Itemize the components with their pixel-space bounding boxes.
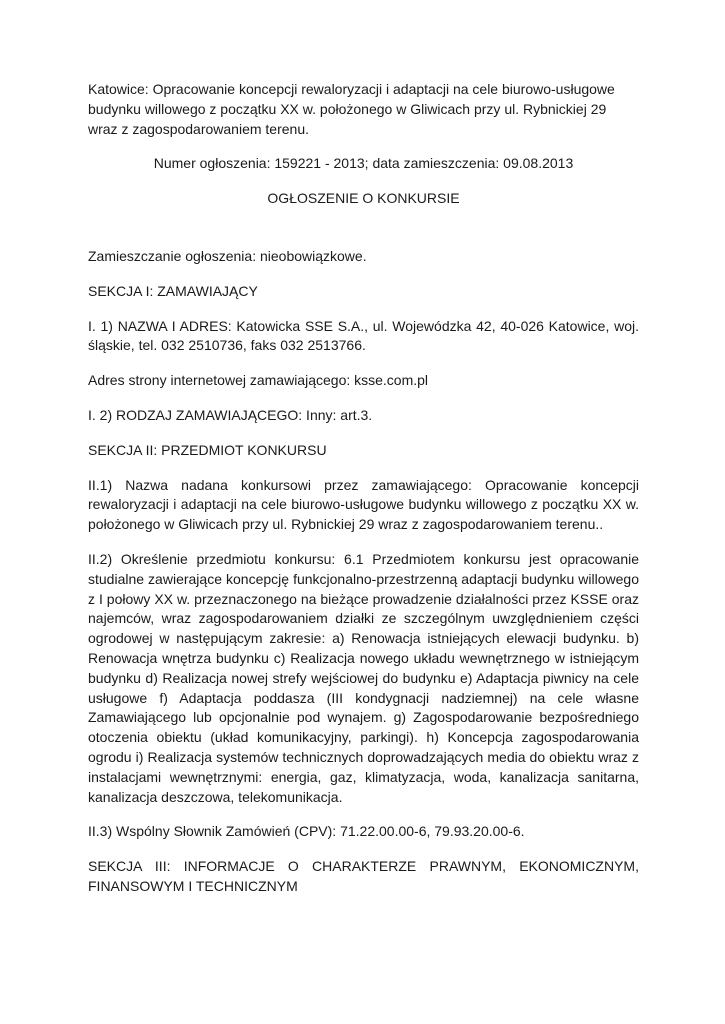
section-3-heading: SEKCJA III: INFORMACJE O CHARAKTERZE PRAWNYM, EKONOMICZNYM, FINANSOWYM I TECHNICZNYM	[88, 858, 639, 894]
section-2-heading: SEKCJA II: PRZEDMIOT KONKURSU	[88, 441, 327, 458]
section-1-type: I. 2) RODZAJ ZAMAWIAJĄCEGO: Inny: art.3.	[88, 406, 373, 423]
notice-number-line: Numer ogłoszenia: 159221 - 2013; data zamieszczenia: 09.08.2013	[153, 155, 574, 172]
section-1-website: Adres strony internetowej zamawiającego: ksse.com.pl	[88, 372, 429, 389]
notice-heading: OGŁOSZENIE O KONKURSIE	[267, 190, 460, 207]
section-1-heading: SEKCJA I: ZAMAWIAJĄCY	[88, 282, 258, 299]
document-title-block: Katowice: Opracowanie koncepcji rewaloryzacji i adaptacji na cele biurowo-usługowe budynku willowego z początku XX w. położonego w Gliwicach przy ul. Rybnickiej 29 wraz z zagospodarowaniem terenu.	[88, 81, 615, 137]
section-2-cpv: II.3) Wspólny Słownik Zamówień (CPV): 71.22.00.00-6, 79.93.20.00-6.	[88, 823, 525, 840]
publication-info: Zamieszczanie ogłoszenia: nieobowiązkowe.	[88, 247, 367, 264]
spacer	[88, 224, 639, 247]
section-2-subject: II.2) Określenie przedmiotu konkursu: 6.1 Przedmiotem konkursu jest opracowanie studialne zawierające koncepcję funkcjonalno-przestrzenną adaptacji budynku willowego z I połowy XX w. przeznaczonego na bieżące prowadzenie działalności przez KSSE oraz najemców, wraz zagospodarowaniem działki ze szczególnym uwzględnieniem części ogrodowej w następującym zakresie: a) Renowacja istniejących elewacji budynku. b) Renowacja wnętrza budynku c) Realizacja nowego układu wewnętrznego w istniejącym budynku d) Realizacja nowej strefy wejściowej do budynku e) Adaptacja piwnicy na cele usługowe f) Adaptacja poddasza (III kondygnacji nadziemnej) na cele własne Zamawiającego lub opcjonalnie pod wynajem. g) Zagospodarowanie bezpośredniego otoczenia obiektu (układ komunikacyjny, parkingi). h) Koncepcja zagospodarowania ogrodu i) Realizacja systemów technicznych doprowadzających media do obiektu wraz z instalacjami wewnętrznymi: energia, gaz, klimatyzacja, woda, kanalizacja sanitarna, kanalizacja deszczowa, telekomunikacja.	[88, 550, 639, 805]
section-1-name-address: I. 1) NAZWA I ADRES: Katowicka SSE S.A., ul. Wojewódzka 42, 40-026 Katowice, woj. śląskie, tel. 032 2510736, faks 032 2513766.	[88, 317, 639, 354]
section-2-name: II.1) Nazwa nadana konkursowi przez zamawiającego: Opracowanie koncepcji rewaloryzacji i adaptacji na cele biurowo-usługowe budynku willowego z początku XX w. położonego w Gliwicach przy ul. Rybnickiej 29 wraz z zagospodarowaniem terenu..	[88, 476, 639, 533]
document-page	[88, 80, 639, 912]
